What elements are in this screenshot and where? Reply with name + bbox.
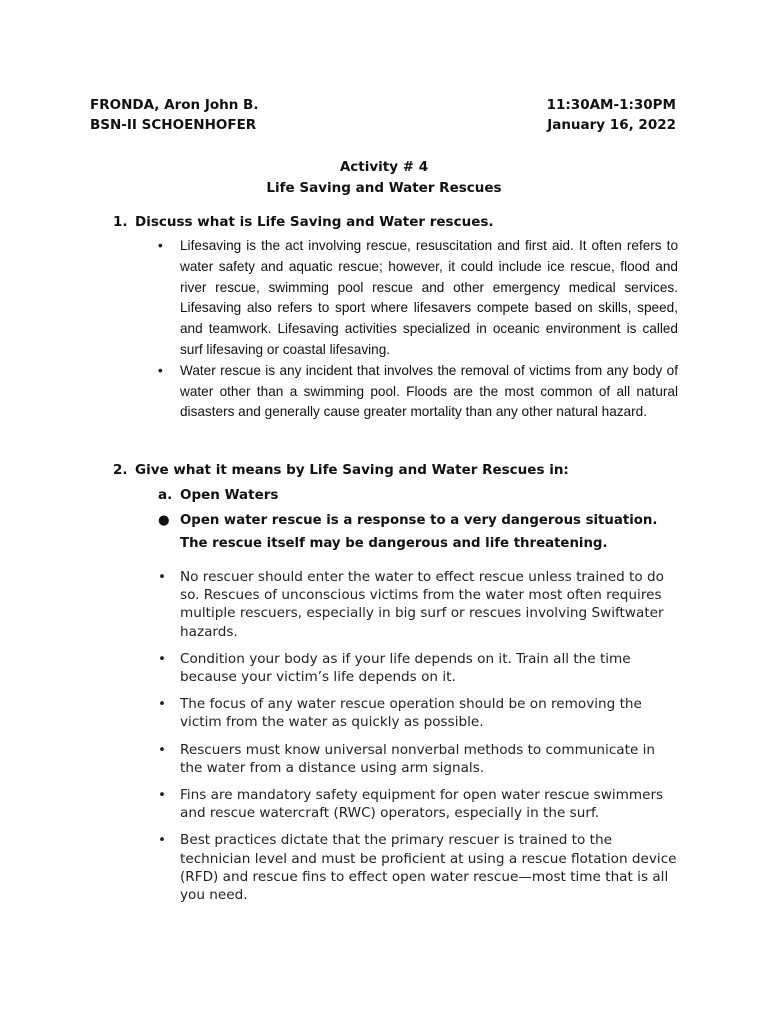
point-text: Rescuers must know universal nonverbal methods to communicate in the water from a distance using arm signals. xyxy=(180,741,656,776)
class-time: 11:30AM-1:30PM xyxy=(546,97,676,113)
question-1 xyxy=(113,212,494,232)
question-1-text: Discuss what is Life Saving and Water rescues. xyxy=(135,214,494,230)
list-item xyxy=(158,695,678,731)
point-text: The focus of any water rescue operation should be on removing the victim from the water as quickly as possible. xyxy=(180,696,642,731)
subheading-text: Open Waters xyxy=(180,487,279,503)
point-text: Fins are mandatory safety equipment for open water rescue swimmers and rescue watercraft (RWC) operators, especially in the surf. xyxy=(180,787,664,822)
open-water-points xyxy=(158,568,678,913)
bullet-icon: • xyxy=(158,238,163,253)
question-2-number: 2. xyxy=(113,462,128,478)
subheading-letter: a. xyxy=(158,487,173,503)
point-text: Best practices dictate that the primary rescuer is trained to the technician level and must be proficient at using a rescue flotation device (RFD) and rescue fins to effect open water rescue—most time that is all you need. xyxy=(180,832,677,904)
open-water-definition: Open water rescue is a response to a very dangerous situation. The rescue itself may be dangerous and life threatening. xyxy=(180,513,658,551)
document-title-block xyxy=(0,157,768,199)
answer-water-rescue: Water rescue is any incident that involves the removal of victims from any body of water other than a swimming pool. Floods are the most common of all natural disasters and generally cause greater mortality than any other natural hazard. xyxy=(180,362,678,420)
bullet-icon: • xyxy=(158,362,163,378)
list-item xyxy=(158,741,678,777)
bullet-icon: • xyxy=(158,569,167,585)
bullet-icon: • xyxy=(158,650,167,667)
point-text: No rescuer should enter the water to effect rescue unless trained to do so. Rescues of unconscious victims from the water most often requires multiple rescuers, especially in big surf or rescues involving Swiftwater hazards. xyxy=(180,569,664,640)
bullet-icon: • xyxy=(158,741,167,758)
list-item xyxy=(158,361,678,423)
list-item xyxy=(158,650,678,686)
student-section: BSN-II SCHOENHOFER xyxy=(90,117,257,133)
open-water-summary xyxy=(158,509,678,555)
list-item xyxy=(158,831,678,904)
bullet-icon: • xyxy=(158,832,167,849)
list-item xyxy=(158,236,678,361)
list-item xyxy=(158,786,678,822)
point-text: Condition your body as if your life depends on it. Train all the time because your victim’s life depends on it. xyxy=(180,650,631,686)
bullet-icon: • xyxy=(158,787,167,804)
topic-title: Life Saving and Water Rescues xyxy=(266,180,502,196)
class-date: January 16, 2022 xyxy=(547,117,676,133)
activity-title: Activity # 4 xyxy=(339,159,429,175)
list-item xyxy=(158,509,678,555)
schedule-info xyxy=(547,95,676,135)
bullet-icon: • xyxy=(158,696,167,713)
question-2 xyxy=(113,460,569,480)
question-1-number: 1. xyxy=(113,214,128,230)
student-name: FRONDA, Aron John B. xyxy=(90,97,259,113)
list-item xyxy=(158,568,678,641)
question-2-text: Give what it means by Life Saving and Water Rescues in: xyxy=(135,462,569,478)
bullet-icon: ● xyxy=(158,513,170,528)
answer-lifesaving: Lifesaving is the act involving rescue, resuscitation and first aid. It often refers to water safety and aquatic rescue; however, it could include ice rescue, flood and river rescue, swimming pool rescue and other emergency medical services. Lifesaving also refers to sport where lifesavers compete based on skills, speed, and teamwork. Lifesaving activities specialized in oceanic environment is called surf lifesaving or coastal lifesaving. xyxy=(180,238,678,357)
subheading-open-waters xyxy=(158,485,278,505)
question-1-answers xyxy=(158,236,678,423)
student-info xyxy=(90,95,258,135)
